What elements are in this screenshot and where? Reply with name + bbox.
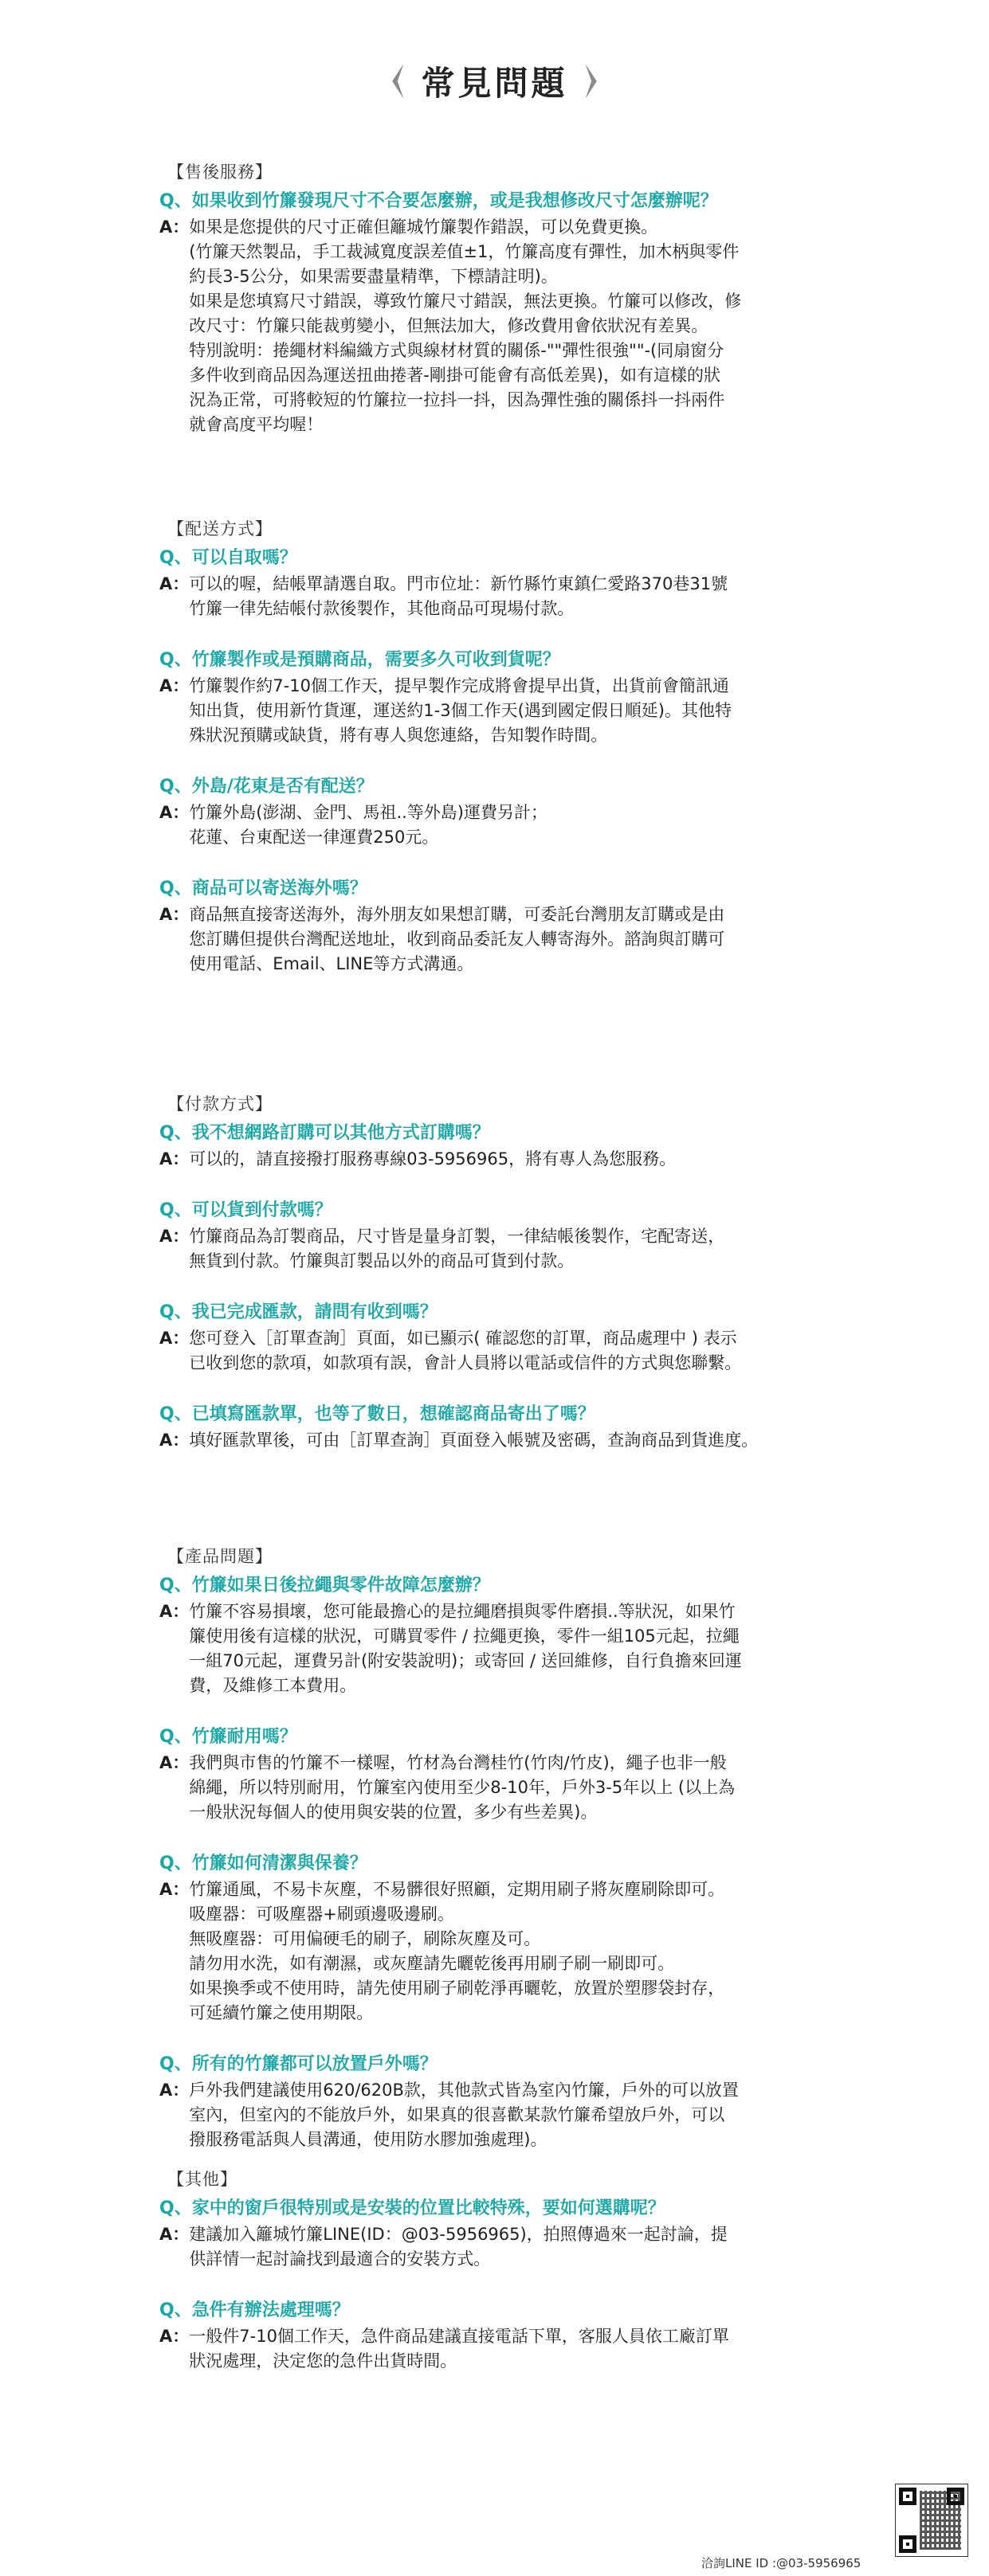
section-heading: 【配送方式】 xyxy=(167,519,273,538)
question-text: 竹簾耐用嗎？ xyxy=(191,1727,297,1747)
question-prefix: Q、 xyxy=(159,777,192,797)
question-prefix: Q、 xyxy=(159,2198,192,2218)
faq-answer xyxy=(159,1326,861,1376)
question-prefix: Q、 xyxy=(159,2300,192,2320)
question-text: 家中的窗戶很特別或是安裝的位置比較特殊，要如何選購呢？ xyxy=(191,2198,665,2218)
faq-question xyxy=(159,1403,861,1427)
faq-answer xyxy=(159,1599,861,1698)
answer-body xyxy=(189,1224,861,1274)
faq-question xyxy=(159,2197,861,2221)
faq-question xyxy=(159,2299,861,2323)
answer-line: 竹簾製作約7-10個工作天，提早製作完成將會提早出貨，出貨前會簡訊通 xyxy=(189,676,729,695)
question-prefix: Q、 xyxy=(159,1854,192,1873)
faq-item xyxy=(159,1574,861,1698)
answer-body xyxy=(189,801,861,850)
answer-line: 無貨到付款。竹簾與訂製品以外的商品可貨到付款。 xyxy=(189,1251,575,1270)
faq-answer xyxy=(159,1877,861,2026)
answer-line: 吸塵器：可吸塵器+刷頭邊吸邊刷。 xyxy=(189,1905,454,1924)
faq-item xyxy=(159,1122,861,1172)
answer-line: 特別說明：捲繩材料編織方式與線材材質的關係-""彈性很強""-(同扇窗分 xyxy=(189,341,724,360)
answer-body xyxy=(189,2078,861,2152)
faq-answer xyxy=(159,2222,861,2272)
question-prefix: Q、 xyxy=(159,1302,192,1322)
question-text: 商品可以寄送海外嗎？ xyxy=(191,879,367,898)
faq-question xyxy=(159,877,861,901)
answer-prefix: A： xyxy=(159,2327,190,2346)
answer-line: 一般狀況每個人的使用與安裝的位置，多少有些差異)。 xyxy=(189,1803,598,1822)
answer-line: 已收到您的款項，如款項有誤，會計人員將以電話或信件的方式與您聯繫。 xyxy=(189,1353,742,1372)
faq-item xyxy=(159,546,861,621)
question-prefix: Q、 xyxy=(159,1200,192,1220)
question-prefix: Q、 xyxy=(159,548,192,568)
answer-prefix: A： xyxy=(159,574,190,593)
faq-item xyxy=(159,1301,861,1376)
faq-question xyxy=(159,190,861,213)
answer-line: 竹簾外島(澎湖、金門、馬祖..等外島)運費另計； xyxy=(189,803,548,822)
faq-question xyxy=(159,546,861,570)
answer-prefix: A： xyxy=(159,1149,190,1169)
faq-answer xyxy=(159,801,861,850)
answer-line: 可延續竹簾之使用期限。 xyxy=(189,2003,374,2022)
section-heading: 【其他】 xyxy=(167,2170,237,2189)
faq-answer xyxy=(159,674,861,748)
answer-line: 知出貨，使用新竹貨運，運送約1-3個工作天(遇到國定假日順延)。其他特 xyxy=(189,701,732,720)
answer-prefix: A： xyxy=(159,1329,190,1348)
answer-prefix: A： xyxy=(159,1431,190,1450)
question-text: 如果收到竹簾發現尺寸不合要怎麼辦，或是我想修改尺寸怎麼辦呢？ xyxy=(191,191,718,211)
answer-line: 我們與市售的竹簾不一樣喔，竹材為台灣桂竹(竹肉/竹皮)，繩子也非一般 xyxy=(189,1753,727,1772)
question-text: 竹簾如何清潔與保養？ xyxy=(191,1854,367,1873)
answer-line: 撥服務電話與人員溝通，使用防水膠加強處理)。 xyxy=(189,2130,547,2149)
faq-answer xyxy=(159,572,861,621)
faq-answer xyxy=(159,902,861,977)
faq-question xyxy=(159,2053,861,2077)
section-heading: 【付款方式】 xyxy=(167,1094,273,1114)
answer-line: 可以的，請直接撥打服務專線03-5956965，將有專人為您服務。 xyxy=(189,1149,677,1169)
qr-finder xyxy=(899,2535,916,2553)
answer-line: 狀況處理，決定您的急件出貨時間。 xyxy=(189,2351,457,2370)
answer-line: 多件收到商品因為運送扭曲捲著-剛掛可能會有高低差異)，如有這樣的狀 xyxy=(189,366,721,385)
section-after-sales xyxy=(159,159,861,464)
question-text: 我已完成匯款，請問有收到嗎？ xyxy=(191,1302,438,1322)
section-heading: 【產品問題】 xyxy=(167,1547,273,1566)
faq-question xyxy=(159,1852,861,1876)
question-prefix: Q、 xyxy=(159,2054,192,2074)
question-prefix: Q、 xyxy=(159,879,192,898)
answer-line: 您訂購但提供台灣配送地址，收到商品委託友人轉寄海外。諮詢與訂購可 xyxy=(189,930,725,949)
page-title: 常見問題 xyxy=(421,64,568,103)
answer-line: 使用電話、Email、LINE等方式溝通。 xyxy=(189,954,474,973)
answer-prefix: A： xyxy=(159,676,190,695)
left-bracket-icon xyxy=(386,64,403,99)
answer-line: 建議加入籬城竹簾LINE(ID：@03-5956965)，拍照傳過來一起討論，提 xyxy=(189,2225,728,2244)
faq-answer xyxy=(159,215,861,437)
answer-line: 綿繩，所以特別耐用，竹簾室內使用至少8-10年，戶外3-5年以上 (以上為 xyxy=(189,1778,736,1797)
answer-prefix: A： xyxy=(159,1227,190,1246)
faq-question xyxy=(159,775,861,799)
faq-question xyxy=(159,648,861,672)
faq-item xyxy=(159,775,861,850)
answer-line: 您可登入［訂單查詢］頁面，如已顯示( 確認您的訂單，商品處理中 ) 表示 xyxy=(189,1329,737,1348)
answer-line: 一組70元起，運費另計(附安裝說明)；或寄回 / 送回維修，自行負擔來回運 xyxy=(189,1651,742,1670)
section-other xyxy=(159,2167,861,2401)
answer-body xyxy=(189,1599,861,1698)
answer-body xyxy=(189,215,861,437)
answer-prefix: A： xyxy=(159,2081,190,2100)
answer-line: 供詳情一起討論找到最適合的安裝方式。 xyxy=(189,2249,491,2269)
question-text: 所有的竹簾都可以放置戶外嗎？ xyxy=(191,2054,438,2074)
answer-line: 戶外我們建議使用620/620B款，其他款式皆為室內竹簾，戶外的可以放置 xyxy=(189,2081,739,2100)
answer-prefix: A： xyxy=(159,1880,190,1899)
faq-question xyxy=(159,1301,861,1325)
answer-line: 竹簾不容易損壞，您可能最擔心的是拉繩磨損與零件磨損..等狀況，如果竹 xyxy=(189,1602,736,1621)
question-prefix: Q、 xyxy=(159,650,192,670)
answer-line: 可以的喔，結帳單請選自取。門市位址：新竹縣竹東鎮仁愛路370巷31號 xyxy=(189,574,728,593)
answer-line: 竹簾商品為訂製商品，尺寸皆是量身訂製，一律結帳後製作，宅配寄送， xyxy=(189,1227,725,1246)
answer-line: 殊狀況預購或缺貨，將有專人與您連絡，告知製作時間。 xyxy=(189,726,608,745)
answer-prefix: A： xyxy=(159,217,190,237)
answer-prefix: A： xyxy=(159,803,190,822)
faq-item xyxy=(159,2299,861,2374)
question-prefix: Q、 xyxy=(159,1576,192,1595)
faq-item xyxy=(159,2053,861,2152)
answer-prefix: A： xyxy=(159,1753,190,1772)
answer-body xyxy=(189,572,861,621)
question-text: 外島/花東是否有配送？ xyxy=(191,777,374,797)
answer-line: 如果是您填寫尺寸錯誤，導致竹簾尺寸錯誤，無法更換。竹簾可以修改，修 xyxy=(189,292,742,311)
answer-body xyxy=(189,1751,861,1825)
answer-line: 費，及維修工本費用。 xyxy=(189,1676,357,1695)
faq-answer xyxy=(159,1428,861,1453)
question-prefix: Q、 xyxy=(159,1404,192,1424)
faq-answer xyxy=(159,2324,861,2374)
faq-question xyxy=(159,1199,861,1223)
answer-body xyxy=(189,902,861,977)
section-delivery xyxy=(159,516,861,1004)
answer-line: 約長3-5公分，如果需要盡量精準，下標請註明)。 xyxy=(189,267,558,286)
answer-line: 況為正常，可將較短的竹簾拉一拉抖一抖，因為彈性強的關係抖一抖兩件 xyxy=(189,390,725,409)
answer-line: 花蓮、台東配送一律運費250元。 xyxy=(189,828,439,847)
answer-body xyxy=(189,1147,861,1172)
faq-answer xyxy=(159,1147,861,1172)
answer-line: 如果是您提供的尺寸正確但籬城竹簾製作錯誤，可以免費更換。 xyxy=(189,217,658,237)
faq-item xyxy=(159,1725,861,1825)
answer-body xyxy=(189,1428,861,1453)
answer-line: 一般件7-10個工作天，急件商品建議直接電話下單，客服人員依工廠訂單 xyxy=(189,2327,729,2346)
faq-answer xyxy=(159,2078,861,2152)
answer-prefix: A： xyxy=(159,905,190,924)
faq-item xyxy=(159,1852,861,2026)
line-qr-code xyxy=(895,2484,968,2557)
answer-prefix: A： xyxy=(159,2225,190,2244)
faq-item xyxy=(159,2197,861,2272)
faq-item xyxy=(159,877,861,977)
answer-line: 就會高度平均喔！ xyxy=(189,415,324,434)
section-heading: 【售後服務】 xyxy=(167,162,273,182)
answer-body xyxy=(189,1326,861,1376)
question-text: 急件有辦法處理嗎？ xyxy=(191,2300,350,2320)
qr-finder xyxy=(899,2488,916,2505)
faq-answer xyxy=(159,1751,861,1825)
faq-question xyxy=(159,1122,861,1145)
question-prefix: Q、 xyxy=(159,1727,192,1747)
question-text: 可以貨到付款嗎？ xyxy=(191,1200,332,1220)
faq-item xyxy=(159,190,861,437)
faq-item xyxy=(159,1403,861,1453)
faq-item xyxy=(159,648,861,748)
question-text: 竹簾製作或是預購商品，需要多久可收到貨呢？ xyxy=(191,650,560,670)
answer-body xyxy=(189,1877,861,2026)
page-title-bar xyxy=(0,57,989,105)
answer-line: 填好匯款單後，可由［訂單查詢］頁面登入帳號及密碼，查詢商品到貨進度。 xyxy=(189,1431,759,1450)
answer-line: 改尺寸：竹簾只能裁剪變小，但無法加大，修改費用會依狀況有差異。 xyxy=(189,316,708,335)
question-prefix: Q、 xyxy=(159,191,192,211)
question-text: 我不想網路訂購可以其他方式訂購嗎？ xyxy=(191,1123,490,1143)
answer-line: 請勿用水洗，如有潮濕，或灰塵請先曬乾後再用刷子刷一刷即可。 xyxy=(189,1954,675,1973)
question-text: 可以自取嗎？ xyxy=(191,548,297,568)
faq-question xyxy=(159,1574,861,1598)
answer-line: 竹簾一律先結帳付款後製作，其他商品可現場付款。 xyxy=(189,599,575,618)
question-text: 已填寫匯款單，也等了數日，想確認商品寄出了嗎？ xyxy=(191,1404,595,1424)
faq-answer xyxy=(159,1224,861,1274)
faq-question xyxy=(159,1725,861,1749)
answer-line: 商品無直接寄送海外，海外朋友如果想訂購，可委託台灣朋友訂購或是由 xyxy=(189,905,725,924)
right-bracket-icon xyxy=(586,64,603,99)
answer-line: (竹簾天然製品，手工裁減寬度誤差值±1，竹簾高度有彈性，加木柄與零件 xyxy=(189,242,740,261)
line-id-label: 洽詢LINE ID :@03-5956965 xyxy=(701,2556,861,2570)
answer-line: 無吸塵器：可用偏硬毛的刷子，刷除灰塵及可。 xyxy=(189,1929,541,1948)
faq-item xyxy=(159,1199,861,1274)
answer-body xyxy=(189,2324,861,2374)
answer-prefix: A： xyxy=(159,1602,190,1621)
answer-body xyxy=(189,2222,861,2272)
answer-line: 竹簾通風，不易卡灰塵，不易髒很好照顧，定期用刷子將灰塵刷除即可。 xyxy=(189,1880,725,1899)
question-text: 竹簾如果日後拉繩與零件故障怎麼辦？ xyxy=(191,1576,490,1595)
question-prefix: Q、 xyxy=(159,1123,192,1143)
qr-pattern xyxy=(920,2491,961,2550)
answer-body xyxy=(189,674,861,748)
section-payment xyxy=(159,1091,861,1480)
section-product xyxy=(159,1544,861,2179)
answer-line: 如果換季或不使用時，請先使用刷子刷乾淨再曬乾，放置於塑膠袋封存， xyxy=(189,1979,725,1998)
answer-line: 室內，但室內的不能放戶外，如果真的很喜歡某款竹簾希望放戶外，可以 xyxy=(189,2105,725,2124)
answer-line: 簾使用後有這樣的狀況，可購買零件 / 拉繩更換，零件一組105元起，拉繩 xyxy=(189,1627,740,1646)
